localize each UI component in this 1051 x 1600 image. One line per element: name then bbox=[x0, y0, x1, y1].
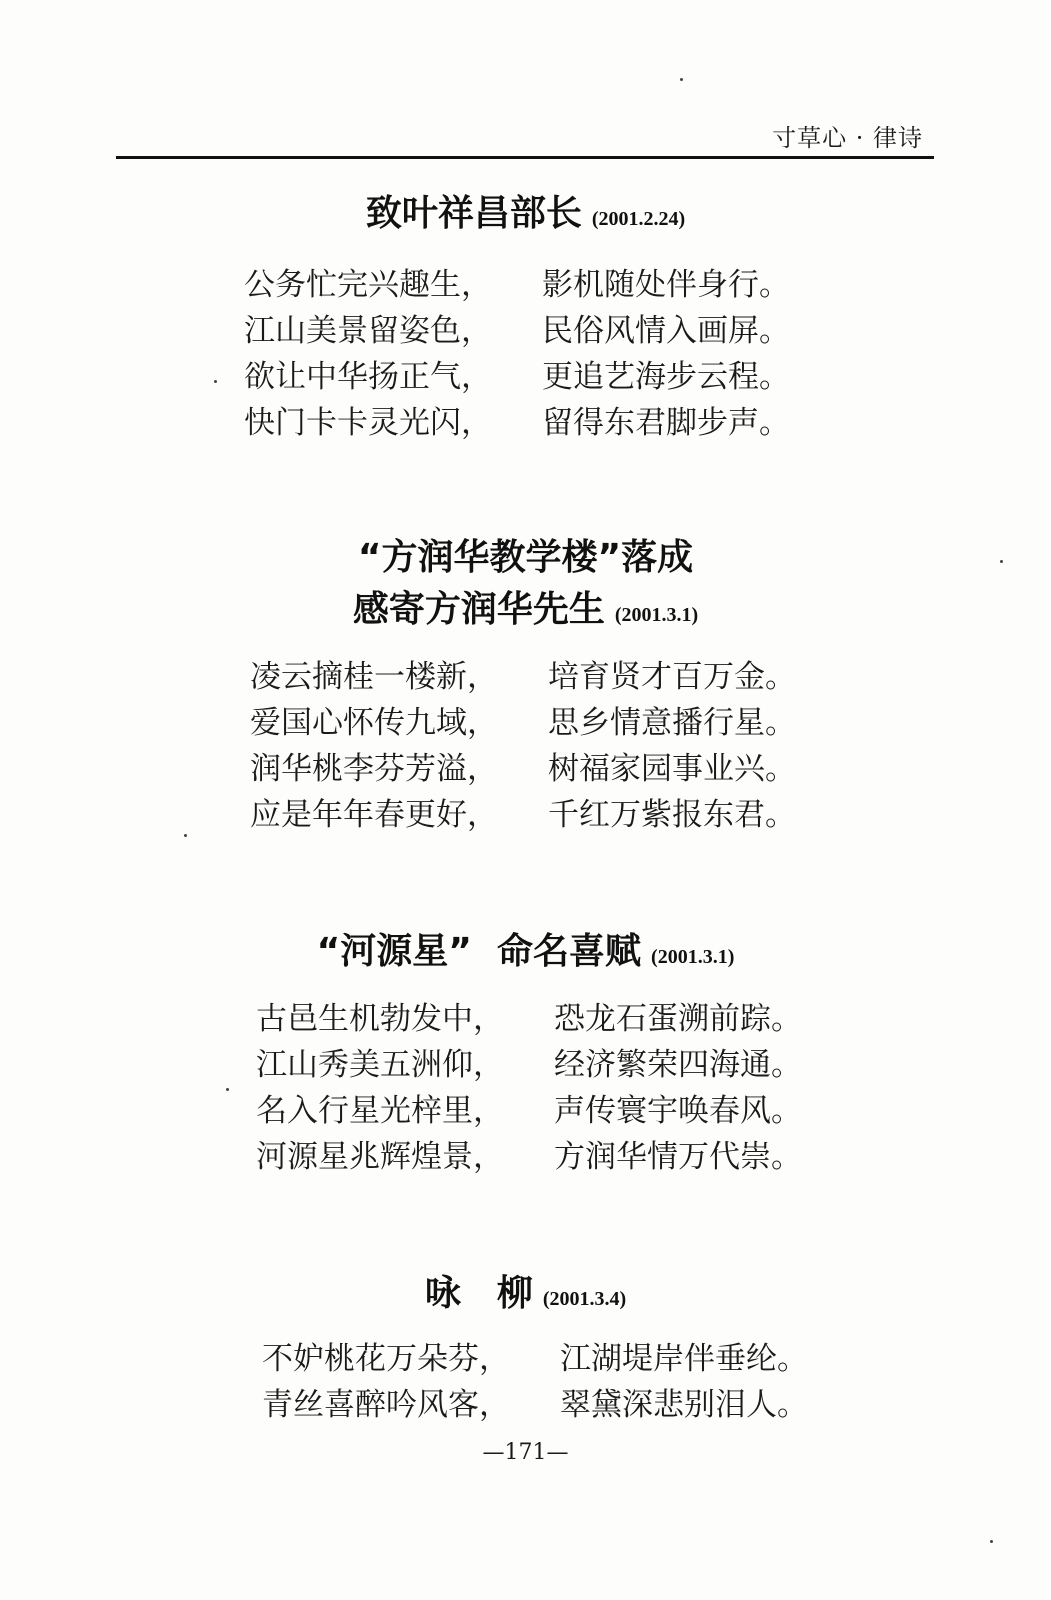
poem-date: (2001.3.4) bbox=[542, 1288, 627, 1310]
poem-body bbox=[256, 996, 802, 1180]
poem-line bbox=[244, 354, 790, 400]
scan-speck bbox=[214, 380, 217, 383]
poem-line-first-half: 不妒桃花万朵芬， bbox=[262, 1341, 510, 1377]
poem-line-second-half: 思乡情意播行星。 bbox=[548, 705, 796, 741]
poem-line-second-half: 千红万紫报东君。 bbox=[548, 797, 796, 833]
poem-line-second-half: 影机随处伴身行。 bbox=[542, 267, 790, 303]
poem-title-text: “河源星” 命名喜赋 bbox=[316, 931, 642, 972]
poem-line-first-half: 快门卡卡灵光闪， bbox=[244, 405, 492, 441]
poem-body bbox=[250, 654, 796, 838]
poem-line bbox=[256, 1088, 802, 1134]
poem-line-first-half: 古邑生机勃发中， bbox=[256, 1001, 504, 1037]
poem-line-first-half: 爱国心怀传九域， bbox=[250, 705, 498, 741]
poem-body bbox=[244, 262, 790, 446]
running-header: 寸草心 · 律诗 bbox=[772, 124, 923, 152]
poem-line bbox=[250, 654, 796, 700]
poem-line-first-half: 应是年年春更好， bbox=[250, 797, 498, 833]
page-number: —171— bbox=[482, 1440, 569, 1465]
scan-speck bbox=[226, 1088, 229, 1091]
poem-date: (2001.3.1) bbox=[651, 946, 735, 968]
poem-line bbox=[256, 1134, 802, 1180]
poem-line bbox=[250, 700, 796, 746]
poem-title-text: 致叶祥昌部长 bbox=[365, 193, 582, 234]
poem-3 bbox=[0, 926, 1051, 1175]
poem-body bbox=[262, 1336, 808, 1428]
poem-line-second-half: 经济繁荣四海通。 bbox=[554, 1047, 802, 1083]
poem-line bbox=[244, 262, 790, 308]
poem-date: (2001.2.24) bbox=[591, 208, 686, 230]
poem-line-first-half: 江山秀美五洲仰， bbox=[256, 1047, 504, 1083]
poem-4 bbox=[0, 1268, 1051, 1423]
poem-title bbox=[0, 188, 1051, 245]
poem-date: (2001.3.1) bbox=[614, 604, 699, 626]
poem-line-second-half: 留得东君脚步声。 bbox=[542, 405, 790, 441]
poem-title-text: 咏 柳 bbox=[424, 1273, 533, 1314]
poem-line-first-half: 润华桃李芬芳溢， bbox=[250, 751, 498, 787]
header-rule bbox=[116, 156, 934, 159]
poem-line-first-half: 凌云摘桂一楼新， bbox=[250, 659, 498, 695]
poem-line-second-half: 翠黛深悲别泪人。 bbox=[560, 1387, 808, 1423]
poem-line-second-half: 更追艺海步云程。 bbox=[542, 359, 790, 395]
poem-title-line-1: “方润华教学楼”落成 bbox=[357, 537, 694, 578]
scan-speck bbox=[1000, 560, 1003, 563]
poem-line-first-half: 公务忙完兴趣生， bbox=[244, 267, 492, 303]
poem-line-second-half: 方润华情万代崇。 bbox=[554, 1139, 802, 1175]
poem-line-second-half: 江湖堤岸伴垂纶。 bbox=[560, 1341, 808, 1377]
scan-speck bbox=[680, 78, 683, 81]
poem-line-first-half: 青丝喜醉吟风客， bbox=[262, 1387, 510, 1423]
poem-line bbox=[256, 1042, 802, 1088]
poem-line-second-half: 民俗风情入画屏。 bbox=[542, 313, 790, 349]
poem-1 bbox=[0, 188, 1051, 441]
poem-line bbox=[262, 1382, 808, 1428]
poem-line bbox=[250, 746, 796, 792]
poem-line-first-half: 欲让中华扬正气， bbox=[244, 359, 492, 395]
poem-line-second-half: 声传寰宇唤春风。 bbox=[554, 1093, 802, 1129]
poem-line bbox=[244, 400, 790, 446]
poem-line-first-half: 江山美景留姿色， bbox=[244, 313, 492, 349]
poem-title bbox=[0, 926, 1051, 983]
scan-speck bbox=[990, 1540, 993, 1543]
poem-2 bbox=[0, 532, 1051, 833]
poem-title bbox=[0, 1268, 1051, 1325]
poem-line bbox=[256, 996, 802, 1042]
poem-title-line-2: 感寄方润华先生 bbox=[352, 589, 605, 630]
poem-line-second-half: 恐龙石蛋溯前踪。 bbox=[554, 1001, 802, 1037]
poem-line-first-half: 河源星兆辉煌景， bbox=[256, 1139, 504, 1175]
poem-line bbox=[262, 1336, 808, 1382]
poem-line-second-half: 培育贤才百万金。 bbox=[548, 659, 796, 695]
poem-line-first-half: 名入行星光梓里， bbox=[256, 1093, 504, 1129]
poem-line-second-half: 树福家园事业兴。 bbox=[548, 751, 796, 787]
poem-title bbox=[0, 532, 1051, 641]
scan-speck bbox=[184, 834, 187, 837]
poem-line bbox=[250, 792, 796, 838]
poem-line bbox=[244, 308, 790, 354]
